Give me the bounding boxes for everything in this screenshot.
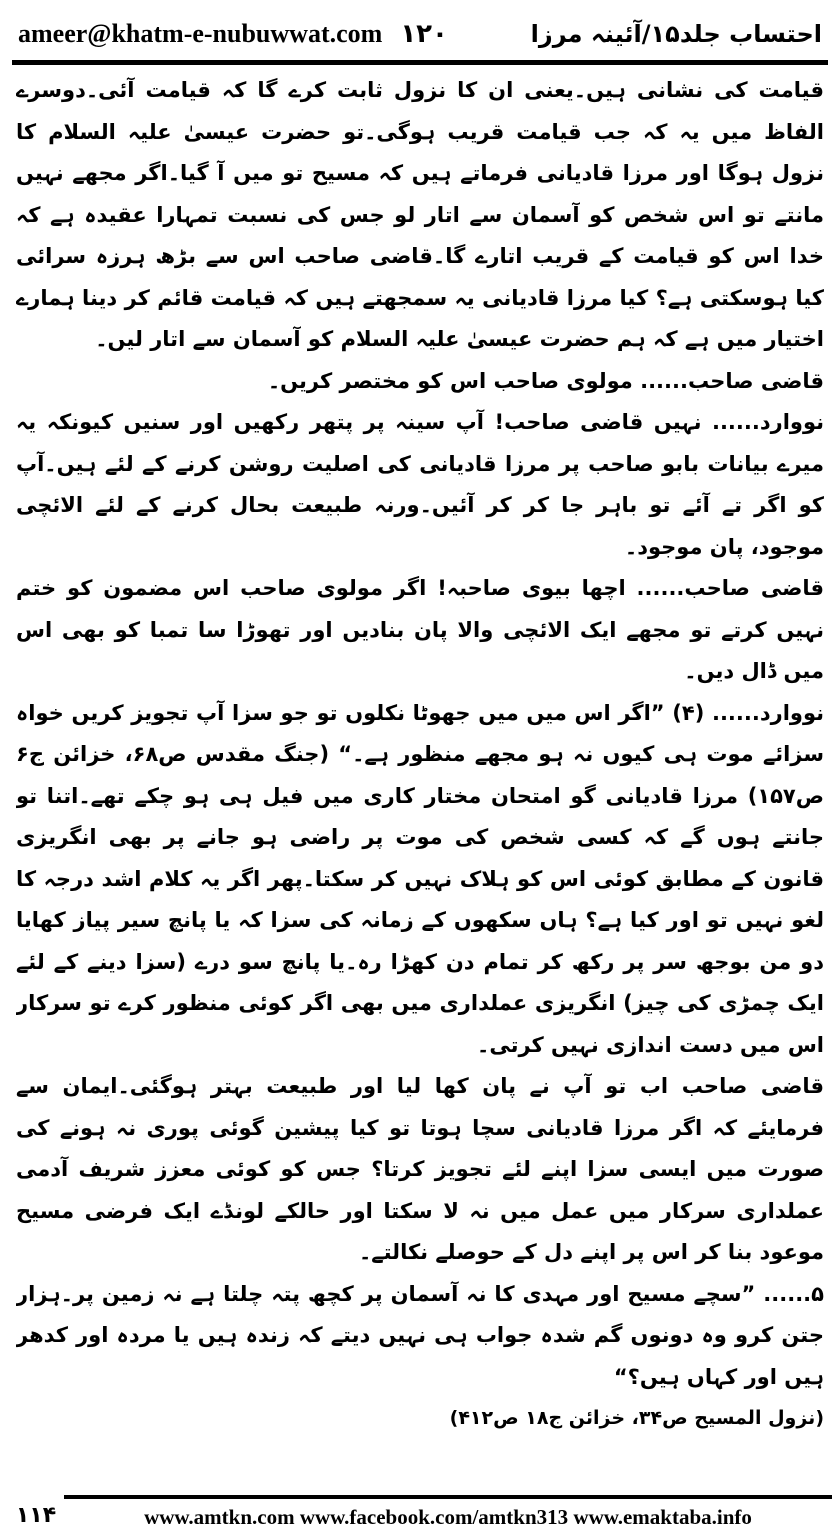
paragraph-2: قاضی صاحب...... مولوی صاحب اس کو مختصر کریں۔ [267,368,824,393]
page-header [18,12,822,56]
paragraph-5: نووارد...... (۴) ”اگر اس میں میں جھوٹا نکلوں تو جو سزا آپ تجویز کریں خواہ سزائے موت ہی کیوں نہ ہو مجھے منظور ہے۔“ (جنگ مقدس ص۶۸، خزائن ج۶ ص۱۵۷) مرزا قادیانی گو امتحان مختار کاری میں فیل ہی ہو چکے تھے۔اتنا تو جانتے ہوں گے کہ کسی شخص کی موت پر راضی ہو جانے پر بھی انگریزی قانون کے مطابق کوئی اس کو ہلاک نہیں کر سکتا۔پھر اگر یہ کلام اشد درجہ کا لغو نہیں تو اور کیا ہے؟ ہاں سکھوں کے زمانہ کی سزا کہ یا پانچ سیر پیاز کھایا دو من بوجھ سر پر رکھ کر تمام دن کھڑا رہ۔یا پانچ سو درے (سزا دینے کے لئے ایک چمڑی کی چیز) انگریزی عملداری میں بھی اگر کوئی منظور کرے تو سرکار اس میں دست اندازی نہیں کرتی۔ [16,700,824,1057]
header-book-title: احتساب جلد۱۵/آئینہ مرزا [530,20,822,48]
header-divider [12,60,828,65]
paragraph-7: ۵...... ”سچے مسیح اور مہدی کا نہ آسمان پر کچھ پتہ چلتا ہے نہ زمین پر۔ہزار جتن کرو وہ دونوں گم شدہ جواب ہی نہیں دیتے کہ زندہ ہیں یا مردہ اور کدھر ہیں اور کہاں ہیں؟“ [16,1281,824,1389]
paragraph-3: نووارد...... نہیں قاضی صاحب! آپ سینہ پر پتھر رکھیں اور سنیں کیونکہ یہ میرے بیانات بابو صاحب پر مرزا قادیانی کی اصلیت روشن کرنے کے لئے ہیں۔آپ کو اگر تے آئے تو باہر جا کر کر آئیں۔ورنہ طبیعت بحال کرنے کے لئے الائچی موجود، پان موجود۔ [16,410,824,559]
header-left-group [18,19,448,49]
header-page-number: ۱۲۰ [400,19,448,49]
reference-citation: (نزول المسیح ص۳۴، خزائن ج۱۸ ص۴۱۲) [449,1407,824,1429]
page-footer [8,1493,832,1537]
footer-page-number: ۱۱۴ [15,1502,57,1528]
header-email[interactable]: ameer@khatm-e-nubuwwat.com [18,19,383,48]
paragraph-6: قاضی صاحب اب تو آپ نے پان کھا لیا اور طبیعت بہتر ہوگئی۔ایمان سے فرمایئے کہ اگر مرزا قادیانی سچا ہوتا تو کیا پیشین گوئی پوری نہ ہونے کی صورت میں ایسی سزا اپنے لئے تجویز کرتا؟ جس کو کوئی معزز شریف آدمی عملداری سرکار میں عمل میں نہ لا سکتا اور حالکے لونڈے ایک فرضی مسیح موعود بنا کر اس پر اپنے دل کے حوصلے نکالتے۔ [16,1074,824,1264]
page-body [16,70,824,1440]
paragraph-1: قیامت کی نشانی ہیں۔یعنی ان کا نزول ثابت کرے گا کہ قیامت آئی۔دوسرے الفاظ میں یہ کہ جب قیامت قریب ہوگی۔تو حضرت عیسیٰ علیہ السلام کا نزول ہوگا اور مرزا قادیانی فرماتے ہیں کہ مسیح تو میں آ گیا۔اگر مجھے نہیں مانتے تو اس شخص کو آسمان سے اتار لو جس کی نسبت تمہارا عقیدہ ہے کہ خدا اس کو قیامت کے قریب اتارے گا۔قاضی صاحب اس سے بڑھ ہرزہ سرائی کیا ہوسکتی ہے؟ کیا مرزا قادیانی یہ سمجھتے ہیں کہ قیامت قائم کر دینا ہمارے اختیار میں ہے کہ ہم حضرت عیسیٰ علیہ السلام کو آسمان سے اتار لیں۔ [16,78,824,351]
footer-links[interactable]: www.amtkn.com www.facebook.com/amtkn313 www.emaktaba.info [64,1495,832,1535]
paragraph-4: قاضی صاحب...... اچھا بیوی صاحبہ! اگر مولوی صاحب اس مضمون کو ختم نہیں کرتے تو مجھے ایک الائچی والا پان بنادیں اور تھوڑا سا تمبا کو بھی اس میں ڈال دیں۔ [16,576,824,683]
